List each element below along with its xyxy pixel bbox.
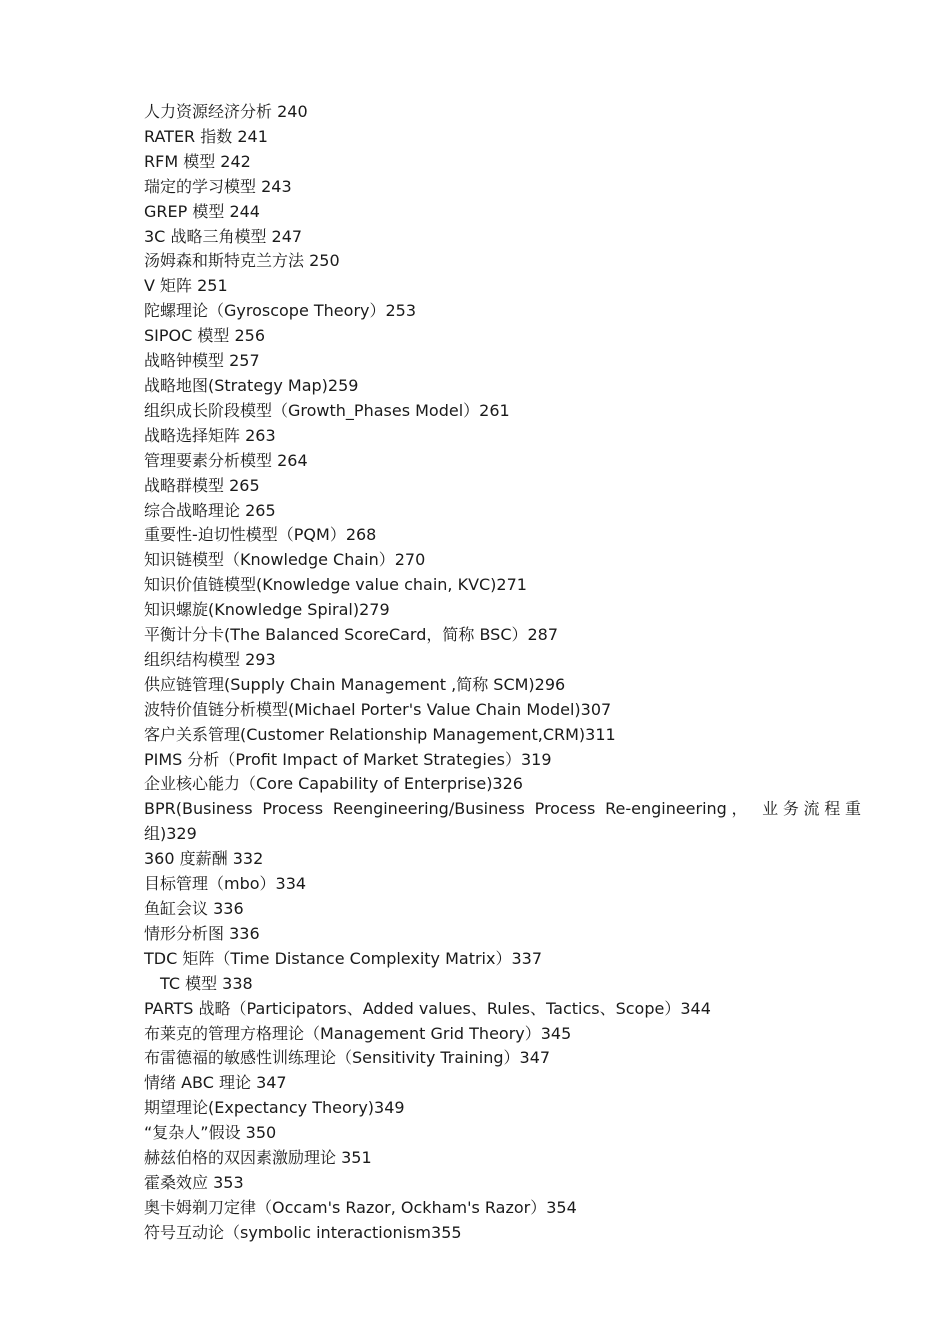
toc-entry: 人力资源经济分析 240	[144, 102, 308, 121]
toc-entry: 汤姆森和斯特克兰方法 250	[144, 251, 340, 271]
toc-entry: 情形分析图 336	[144, 923, 260, 943]
toc-entry: 企业核心能力（Core Capability of Enterprise)326	[144, 774, 523, 794]
toc-entry: 组织结构模型 293	[144, 649, 276, 669]
toc-entry: 3C 战略三角模型 247	[144, 226, 303, 246]
toc-entry: 布莱克的管理方格理论（Management Grid Theory）345	[144, 1023, 572, 1043]
toc-entry: 鱼缸会议 336	[144, 899, 244, 918]
toc-entry: 360 度薪酬 332	[144, 849, 264, 869]
toc-entry: PIMS 分析（Profit Impact of Market Strategies）319	[144, 749, 552, 769]
toc-entry: V 矩阵 251	[144, 276, 228, 296]
toc-entry: PARTS 战略（Participators、Added values、Rules、Tactics、Scope）344	[144, 998, 711, 1018]
toc-entry: RATER 指数 241	[144, 126, 268, 146]
toc-entry: 情绪 ABC 理论 347	[144, 1073, 287, 1093]
toc-entry: 知识价值链模型(Knowledge value chain, KVC)271	[144, 575, 527, 595]
toc-entry: 战略钟模型 257	[144, 351, 260, 371]
toc-entry: 霍桑效应 353	[144, 1172, 244, 1192]
toc-entry: 战略选择矩阵 263	[144, 425, 276, 445]
toc-entry: 赫兹伯格的双因素激励理论 351	[144, 1148, 372, 1168]
toc-entry: SIPOC 模型 256	[144, 326, 266, 346]
toc-entry: BPR(Business Process Reengineering/Business Process Re-engineering， 业务流程重组)329	[144, 799, 861, 844]
toc-entry: 布雷德福的敏感性训练理论（Sensitivity Training）347	[144, 1048, 551, 1068]
toc-entry: TDC 矩阵（Time Distance Complexity Matrix）337	[144, 948, 543, 968]
toc-entry: 战略群模型 265	[144, 475, 260, 495]
toc-entry: 管理要素分析模型 264	[144, 450, 308, 470]
toc-entry: 瑞定的学习模型 243	[144, 176, 292, 196]
toc-entry: 客户关系管理(Customer Relationship Management,CRM)311	[144, 724, 616, 744]
toc-entry: 目标管理（mbo）334	[144, 874, 307, 894]
toc-entry: 奥卡姆剃刀定律（Occam's Razor, Ockham's Razor）354	[144, 1197, 577, 1217]
toc-entry: RFM 模型 242	[144, 151, 251, 171]
toc-entry: 平衡计分卡(The Balanced ScoreCard，简称 BSC）287	[144, 625, 559, 645]
toc-entry: 知识螺旋(Knowledge Spiral)279	[144, 600, 390, 620]
toc-entry: 期望理论(Expectancy Theory)349	[144, 1098, 405, 1118]
toc-entry: 组织成长阶段模型（Growth_Phases Model）261	[144, 400, 510, 420]
toc-entry: 知识链模型（Knowledge Chain）270	[144, 550, 426, 570]
toc-entry: GREP 模型 244	[144, 201, 260, 221]
toc-entry: 重要性-迫切性模型（PQM）268	[144, 525, 377, 545]
toc-entry: “复杂人”假设 350	[144, 1123, 277, 1143]
table-of-contents	[144, 100, 861, 1246]
toc-entry: 战略地图(Strategy Map)259	[144, 375, 359, 395]
toc-entry: TC 模型 338	[160, 973, 253, 993]
toc-entry: 波特价值链分析模型(Michael Porter's Value Chain Model)307	[144, 699, 612, 719]
toc-entry: 综合战略理论 265	[144, 500, 276, 520]
toc-entry: 陀螺理论（Gyroscope Theory）253	[144, 301, 417, 321]
toc-entry: 供应链管理(Supply Chain Management ,简称 SCM)296	[144, 674, 566, 694]
toc-entry: 符号互动论（symbolic interactionism355	[144, 1222, 462, 1242]
